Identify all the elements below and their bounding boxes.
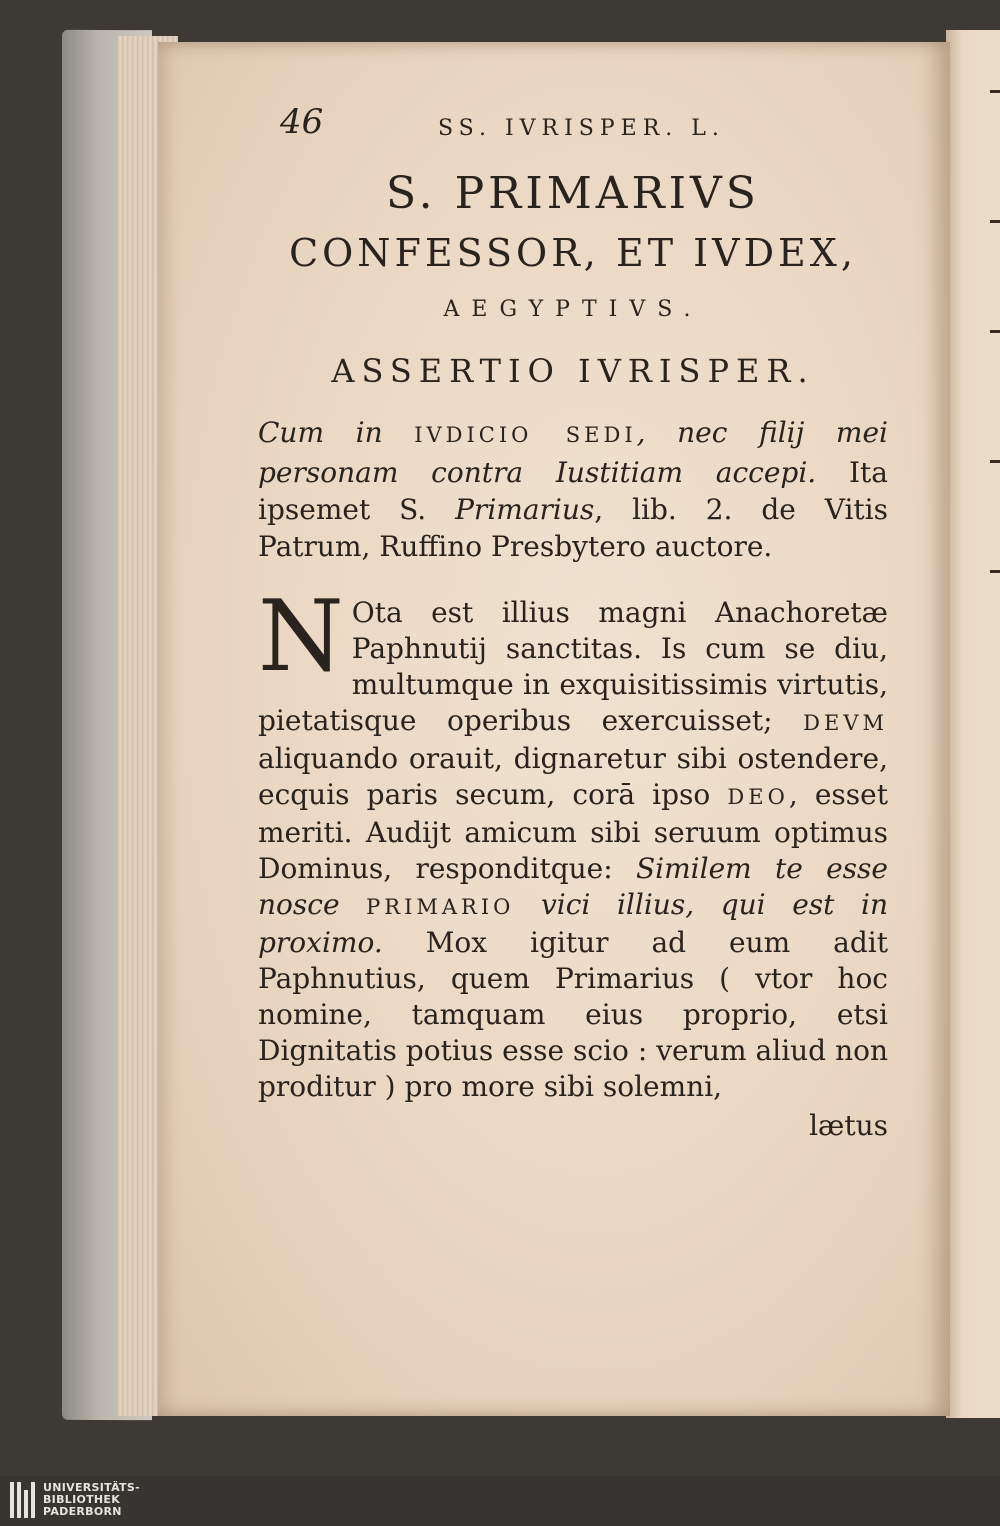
running-head: [258, 100, 888, 150]
saint-title: S. PRIMARIVS: [386, 168, 760, 219]
page-text: [258, 100, 888, 1142]
section-heading: ASSERTIO IVRISPER.: [331, 352, 815, 390]
page-number: 46: [280, 102, 324, 142]
facing-page-edge: [946, 30, 1000, 1418]
library-logo-icon: [10, 1482, 35, 1518]
saint-origin: AEGYPTIVS.: [443, 297, 703, 322]
assertio-paragraph: Cum in IVDICIO SEDI, nec filij mei personam contra Iustitiam accepi. Ita ipsemet S. Primarius, lib. 2. de Vitis Patrum, Ruffino Presbytero auctore.: [258, 416, 889, 563]
body-paragraph: N Ota est illius magni Anachoretæ Paphnutij sanctitas. Is cum se diu, multumque in exquisitissimis virtutis, pietatisque operibus exercuisset; DEVM aliquando orauit, dignaretur sibi ostendere, ecquis paris secum, corā ipso DEO, esset meriti. Audijt amicum sibi seruum optimus Dominus, responditque: Similem te esse nosce PRIMARIO vici illius, qui est in proximo. Mox igitur ad eum adit Paphnutius, quem Primarius ( vtor hoc nomine, tamquam eius proprio, etsi Dignitatis potius esse scio : verum aliud non proditur ) pro more sibi solemni,: [258, 580, 888, 1103]
catchword: lætus: [809, 1109, 888, 1142]
footer-bar: [0, 1476, 1000, 1526]
library-logo-text: UNIVERSITÄTS- BIBLIOTHEK PADERBORN: [43, 1481, 140, 1518]
saint-subtitle: CONFESSOR, ET IVDEX,: [289, 231, 857, 275]
library-logo: [10, 1482, 140, 1518]
drop-cap: N: [258, 580, 344, 694]
running-head-title: SS. IVRISPER. L.: [438, 116, 725, 141]
